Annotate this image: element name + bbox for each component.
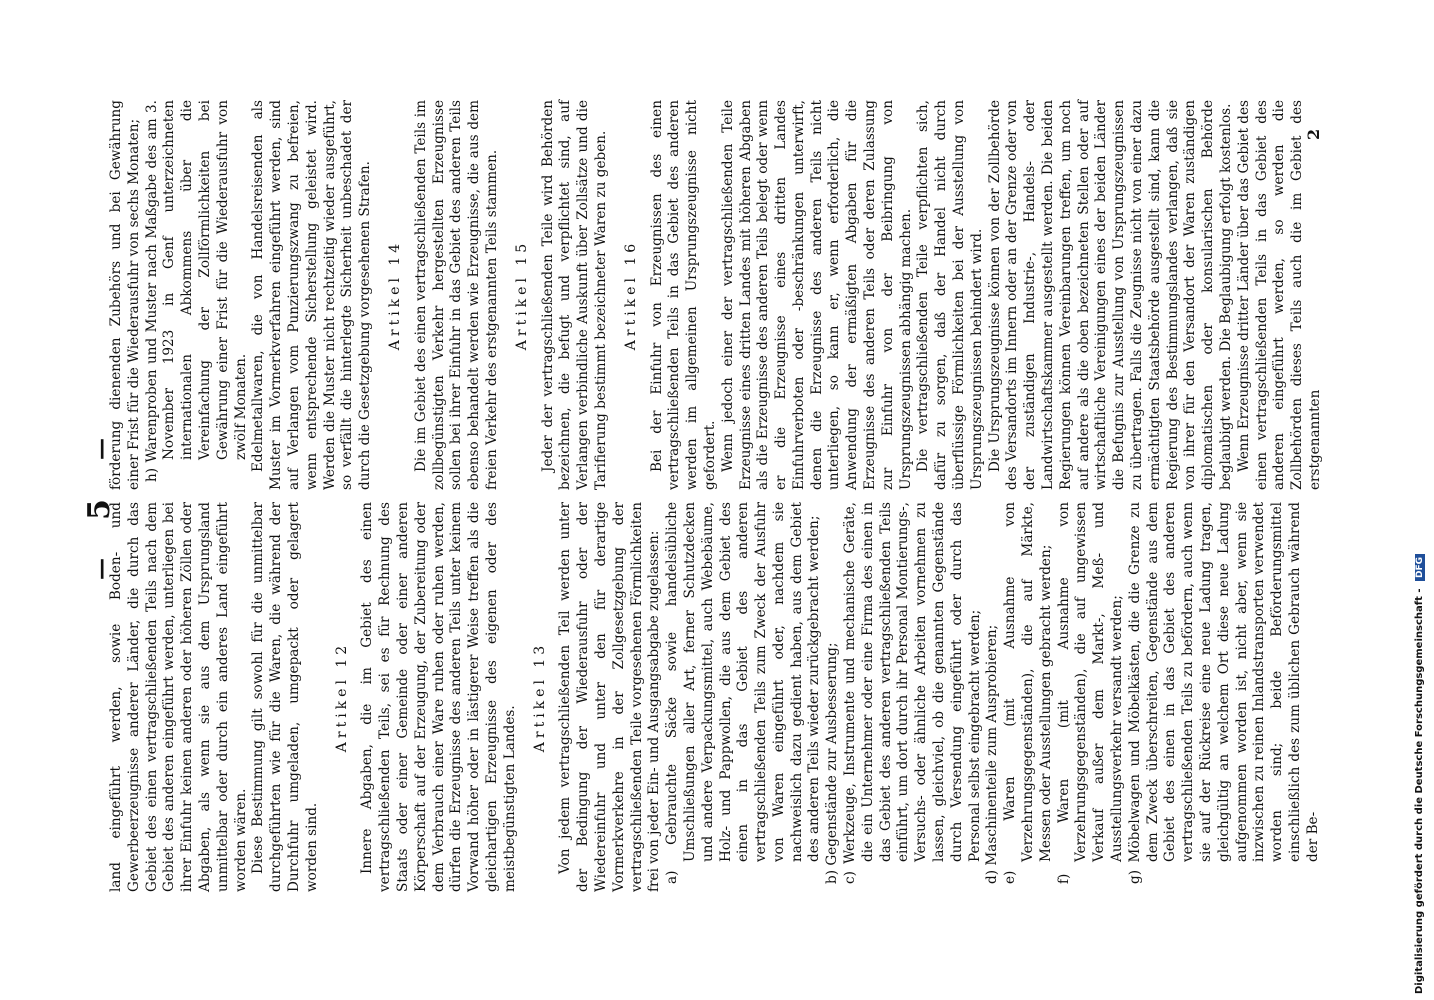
- paragraph: land eingeführt werden, sowie Boden- und Gewerbeerzeugnisse anderer Länder, die durch das Gebiet des einen vertragschließenden Teils nach dem Gebiet des anderen eingeführt werden, unterliegen bei ihrer Einfuhr keinen anderen oder höheren Zöllen oder Abgaben, als wenn sie aus dem Ursprungsland unmittelbar oder durch ein anderes Land eingeführt worden wären.: [108, 502, 249, 892]
- list-item: f) Waren (mit Ausnahme von Verzehrungsgegenständen), die auf ungewissen Verkauf außer dem Markt-, Meß- und Ausstellungsverkehr versandt werden;: [1055, 502, 1126, 884]
- list-item: g) Möbelwagen und Möbelkästen, die die Grenze zu dem Zweck überschreiten, Gegenstände aus dem Gebiet des einen in das Gebiet des anderen vertragschließenden Teils zu befördern, auch wenn sie auf der Rückreise eine neue Ladung tragen, gleichgültig an welchem Ort diese neue Ladung aufgenommen worden ist, nicht aber, wenn sie inzwischen zu reinen Inlandstransporten verwendet worden sind; beide Beförderungsmittel einschließlich des zum üblichen Gebrauch während der Be-: [1126, 502, 1321, 884]
- paragraph: Diese Bestimmung gilt sowohl für die unmittelbar durchgeführten wie für die Waren, die während der Durchfuhr umgeladen, umgepackt oder gelagert worden sind.: [250, 502, 320, 892]
- list-item: d) Maschinenteile zum Ausprobieren;: [984, 624, 1001, 884]
- paragraph: Wenn jedoch einer der vertragschließenden Teile Erzeugnisse eines dritten Landes mit höheren Abgaben als die Erzeugnisse des anderen Teils belegt oder wenn er die Erzeugnisse eines dritten Landes Einfuhrverboten oder -beschränkungen unterwirft, denen die Erzeugnisse des anderen Teils nicht unterliegen, so kann er, wenn erforderlich, die Anwendung der ermäßigten Abgaben für die Erzeugnisse des anderen Teils oder deren Zulassung zur Einfuhr von der Beibringung von Ursprungszeugnissen abhängig machen.: [719, 100, 914, 490]
- list-item: b) Gegenstände zur Ausbesserung;: [824, 642, 841, 884]
- header-right-dash: —: [88, 438, 114, 460]
- left-column: [108, 502, 1321, 892]
- article-heading: Artikel 14: [386, 239, 403, 351]
- paragraph: Die im Gebiet des einen vertragschließenden Teils im zollbegünstigten Verkehr hergestellten Erzeugnisse sollen bei ihrer Einfuhr in das Gebiet des anderen Teils ebenso behandelt werden wie Erzeugnisse, die aus dem freien Verkehr des erstgenannten Teils stammen.: [412, 100, 500, 490]
- list-item: e) Waren (mit Ausnahme von Verzehrungsgegenständen), die auf Märkte, Messen oder Ausstellungen gebracht werden;: [1002, 502, 1054, 884]
- right-column: [108, 100, 1323, 490]
- paragraph: Edelmetallwaren, die von Handelsreisenden als Muster im Vormerkverfahren eingeführt werden, sind auf Verlangen vom Punzierungszwang zu befreien, wenn entsprechende Sicherstellung geleistet wird. Werden die Muster nicht rechtzeitig wieder ausgeführt, so verfällt die hinterlegte Sicherheit unbeschadet der durch die Gesetzgebung vorgesehenen Strafen.: [250, 100, 374, 490]
- paragraph: Innere Abgaben, die im Gebiet des einen vertragschließenden Teils, sei es für Rechnung des Staats oder einer Gemeinde oder einer anderen Körperschaft auf der Erzeugung, der Zubereitung oder dem Verbrauch einer Ware ruhen oder ruhen werden, dürfen die Erzeugnisse des anderen Teils unter keinem Vorwand höher oder in lästigerer Weise treffen als die gleichartigen Erzeugnisse des eigenen oder des meistbegünstigten Landes.: [359, 502, 518, 892]
- paragraph: Die vertragschließenden Teile verpflichten sich, dafür zu sorgen, daß der Handel nicht durch überflüssige Förmlichkeiten bei der Ausstellung von Ursprungszeugnissen behindert wird.: [915, 100, 985, 490]
- article-heading: Artikel 13: [531, 641, 548, 753]
- list-item: h) Warenproben und Muster nach Maßgabe des am 3. November 1923 in Genf unterzeichneten internationalen Abkommens über die Vereinfachung der Zollförmlichkeiten bei Gewährung einer Frist für die Wiederausfuhr von zwölf Monaten.: [143, 100, 249, 482]
- article-heading: Artikel 16: [622, 239, 639, 351]
- dfg-logo: DFG: [1415, 554, 1425, 581]
- paragraph: Jeder der vertragschließenden Teile wird Behörden bezeichnen, die befugt und verpflichtet sind, auf Verlangen verbindliche Auskunft über Zollsätze und die Tarifierung bestimmt bezeichneter Waren zu geben.: [539, 100, 609, 490]
- list-item: a) Gebrauchte Säcke sowie handelsübliche Umschließungen aller Art, ferner Schutzdecken und andere Verpackungsmittel, auch Webebäume, Holz- und Pappwollen, die aus dem Gebiet des einen in das Gebiet des anderen vertragschließenden Teils zum Zweck der Ausfuhr von Waren eingeführt oder, nachdem sie nachweislich dazu gedient haben, aus dem Gebiet des anderen Teils wieder zurückgebracht werden;: [664, 502, 823, 884]
- paragraph: Wenn Erzeugnisse dritter Länder über das Gebiet des einen vertragschließenden Teils in das Gebiet des anderen eingeführt werden, so werden die Zollbehörden dieses Teils auch die im Gebiet des erstgenannten: [1235, 100, 1323, 490]
- paragraph: förderung dienenden Zubehörs und bei Gewährung einer Frist für die Wiederausfuhr von sechs Monaten;: [108, 100, 142, 490]
- signature-mark: 2: [1304, 128, 1323, 140]
- paragraph: Bei der Einfuhr von Erzeugnissen des einen vertragschließenden Teils in das Gebiet des anderen werden im allgemeinen Ursprungszeugnisse nicht gefordert.: [648, 100, 718, 490]
- footer-text: Digitalisierung gefördert durch die Deutsche Forschungsgemeinschaft -: [1414, 588, 1425, 994]
- article-heading: Artikel 15: [513, 239, 530, 351]
- paragraph: Von jedem vertragschließenden Teil werden unter der Bedingung der Wiederausfuhr oder der Wiedereinfuhr und unter den für derartige Vormerkverkehre in der Zollgesetzgebung der vertragschließenden Teile vorgesehenen Förmlichkeiten frei von jeder Ein- und Ausgangsabgabe zugelassen:: [557, 502, 663, 892]
- paragraph: Die Ursprungszeugnisse können von der Zollbehörde des Versandorts im Innern oder an der Grenze oder von der zuständigen Industrie-, Handels- oder Landwirtschaftskammer ausgestellt werden. Die beiden Regierungen können Vereinbarungen treffen, um noch auf andere als die oben bezeichneten Stellen oder auf wirtschaftliche Vereinigungen eines der beiden Länder die Befugnis zur Ausstellung von Ursprungszeugnissen zu übertragen. Falls die Zeugnisse nicht von einer dazu ermächtigten Staatsbehörde ausgestellt sind, kann die Regierung des Bestimmungslandes verlangen, daß sie von ihrer für den Versandort der Waren zuständigen diplomatischen oder konsularischen Behörde beglaubigt werden. Die Beglaubigung erfolgt kostenlos.: [986, 100, 1235, 490]
- page-number: 5: [82, 499, 117, 520]
- header-left-dash: —: [88, 558, 114, 580]
- digitization-footer: [1414, 4, 1430, 994]
- article-heading: Artikel 12: [333, 641, 350, 753]
- list-item: c) Werkzeuge, Instrumente und mechanische Geräte, die ein Unternehmer oder eine Firma des einen in das Gebiet des anderen vertragschließenden Teils einführt, um dort durch ihr Personal Montierungs-, Versuchs- oder ähnliche Arbeiten vornehmen zu lassen, gleichviel, ob die genannten Gegenstände durch Versendung eingeführt oder durch das Personal selbst eingebracht werden;: [842, 502, 983, 884]
